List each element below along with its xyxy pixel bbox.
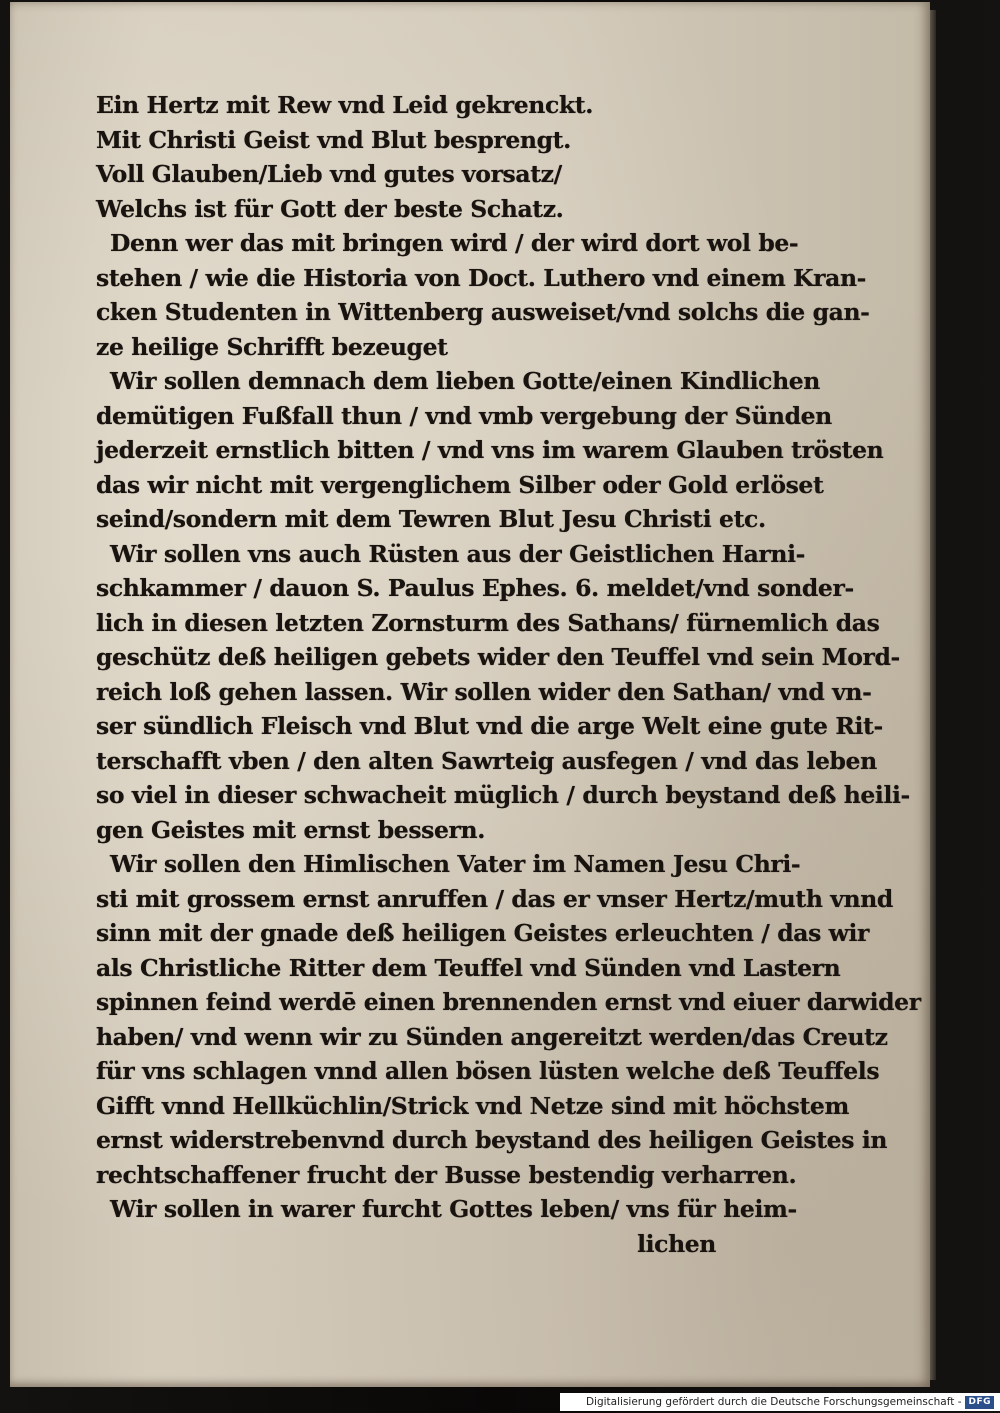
text-line: Wir sollen den Himlischen Vater im Namen Jesu Chri- [110, 850, 801, 878]
text-line: rechtschaffener frucht der Busse bestendig verharren. [96, 1160, 797, 1189]
text-line: cken Studenten in Wittenberg ausweiset/vnd solchs die gan- [96, 298, 870, 326]
funding-footer [560, 1393, 1000, 1411]
text-line: Gifft vnnd Hellküchlin/Strick vnd Netze sind mit höchstem [96, 1091, 849, 1120]
text-line: schkammer / dauon S. Paulus Ephes. 6. meldet/vnd sonder- [96, 574, 854, 602]
text-line: Wir sollen in warer furcht Gottes leben/ vns für heim- [110, 1195, 797, 1223]
text-line: Wir sollen demnach dem lieben Gotte/einen Kindlichen [110, 367, 820, 395]
text-line: gen Geistes mit ernst bessern. [96, 815, 486, 844]
page-text-block [96, 88, 921, 1261]
text-line: Denn wer das mit bringen wird / der wird dort wol be- [110, 229, 799, 257]
text-line: lich in diesen letzten Zornsturm des Sathans/ fürnemlich das [96, 608, 880, 637]
text-line: geschütz deß heiligen gebets wider den Teuffel vnd sein Mord- [96, 643, 900, 671]
text-line: stehen / wie die Historia von Doct. Luthero vnd einem Kran- [96, 263, 866, 292]
text-line: spinnen feind werdē einen brennenden ernst vnd eiuer darwider [96, 988, 921, 1016]
dfg-logo: DFG [965, 1396, 994, 1409]
text-line: Welchs ist für Gott der beste Schatz. [96, 194, 564, 223]
text-line: sti mit grossem ernst anruffen / das er vnser Hertz/muth vnnd [96, 884, 893, 913]
text-line: jederzeit ernstlich bitten / vnd vns im warem Glauben trösten [96, 436, 884, 464]
text-line: ser sündlich Fleisch vnd Blut vnd die arge Welt eine gute Rit- [96, 712, 883, 740]
text-line: Ein Hertz mit Rew vnd Leid gekrenckt. [96, 91, 594, 119]
text-line: so viel in dieser schwacheit müglich / durch beystand deß heili- [96, 781, 910, 809]
text-line: das wir nicht mit vergenglichem Silber oder Gold erlöset [96, 470, 824, 499]
text-line: ze heilige Schrifft bezeuget [96, 332, 448, 361]
text-line: für vns schlagen vnnd allen bösen lüsten welche deß Teuffels [96, 1057, 880, 1085]
text-line: Voll Glauben/Lieb vnd gutes vorsatz/ [96, 160, 562, 188]
text-line: als Christliche Ritter dem Teuffel vnd Sünden vnd Lastern [96, 953, 841, 982]
text-line: Mit Christi Geist vnd Blut besprengt. [96, 125, 571, 154]
text-line: seind/sondern mit dem Tewren Blut Jesu Christi etc. [96, 505, 766, 533]
book-page [10, 2, 930, 1387]
text-line: sinn mit der gnade deß heiligen Geistes erleuchten / das wir [96, 919, 870, 947]
text-line: ernst widerstrebenvnd durch beystand des heiligen Geistes in [96, 1126, 888, 1154]
funding-note: Digitalisierung gefördert durch die Deutsche Forschungsgemeinschaft - [585, 1396, 962, 1408]
text-line: Wir sollen vns auch Rüsten aus der Geistlichen Harni- [110, 539, 805, 568]
text-line: reich loß gehen lassen. Wir sollen wider den Sathan/ vnd vn- [96, 677, 872, 706]
text-line: haben/ vnd wenn wir zu Sünden angereitzt werden/das Creutz [96, 1022, 888, 1051]
catchword: lichen [637, 1229, 716, 1258]
text-line: terschafft vben / den alten Sawrteig ausfegen / vnd das leben [96, 746, 877, 775]
text-line: demütigen Fußfall thun / vnd vmb vergebung der Sünden [96, 401, 832, 430]
